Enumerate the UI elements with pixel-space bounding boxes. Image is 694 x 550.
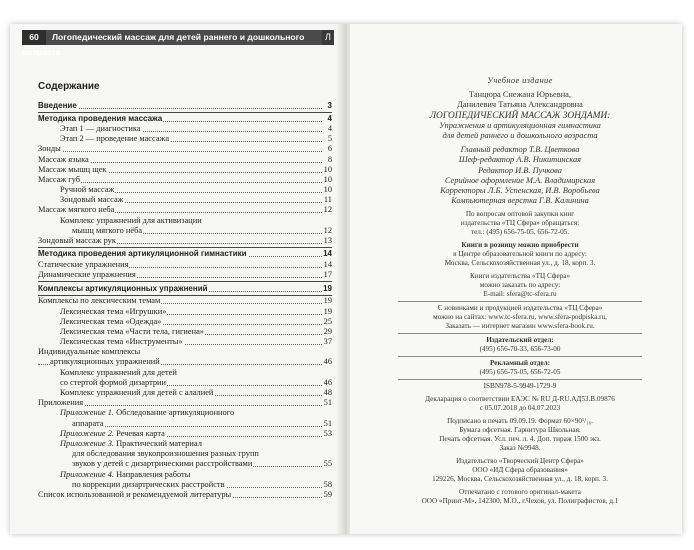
toc-entry: Список использованной и рекомендуемой литературы 59 [38, 489, 332, 499]
print-info: Печать офсетная. Усл. печ. л. 4. Доп. тираж 1500 экз. [439, 435, 601, 444]
isbn: ISBN978-5-9949-1729-9 [483, 382, 557, 391]
wholesale-line: тел.: (495) 656-75-05, 656-72-05. [470, 228, 570, 237]
toc-entry: Динамические упражнения 17 [38, 270, 332, 280]
toc-entry: Массаж губ 10 [38, 174, 332, 184]
subtitle-1: Упражнения и артикуляционная гимнастика [439, 120, 601, 130]
toc-entry: Введение 3 [38, 101, 332, 110]
toc-entry: Ручной массаж 10 [60, 185, 332, 195]
website-line: можно на сайтах: www.tc-sfera.ru, www.sfera-podpiska.ru, [433, 313, 607, 322]
staff-line: Корректоры Л.Б. Успенская, И.В. Воробьева [440, 185, 600, 195]
toc-entry: Приложение 2. Речевая карта 53 [60, 428, 332, 438]
right-page [350, 24, 682, 534]
print-info: Бумага офсетная. Гарнитура Школьная. [459, 426, 581, 435]
toc-entry: Приложения 51 [38, 398, 332, 408]
wholesale-line: издательства «ТЦ Сфера» обращаться: [460, 219, 580, 228]
toc-entry: Приложение 1. Обследование артикуляционного [60, 408, 235, 418]
subtitle-2: для детей раннего и дошкольного возраста [442, 130, 598, 140]
order-line: E-mail: sfera@tc-sfera.ru [483, 290, 557, 299]
toc-entry: Лексическая тема «Игрушки» 19 [60, 306, 332, 316]
staff-line: Редактор И.В. Пучкова [478, 165, 562, 175]
toc-entry: Этап 2 — проведение массажа 5 [60, 134, 332, 144]
staff-line: Шеф-редактор А.В. Никитинская [458, 155, 582, 165]
toc-entry: Лексическая тема «Инструменты» 37 [60, 337, 332, 347]
order-line: Книги издательства «ТЦ Сфера» [469, 272, 571, 281]
toc-entry: Комплекс упражнений для детей [60, 367, 177, 377]
book-title: ЛОГОПЕДИЧЕСКИЙ МАССАЖ ЗОНДАМИ: [429, 110, 611, 121]
printer-line: ООО «Принт-М», 142300, М.О., г.Чехов, ул. Полиграфистов, д.1 [421, 497, 619, 506]
wholesale-line: По вопросам оптовой закупки книг [465, 210, 575, 219]
toc-entry: Методика проведения массажа 4 [38, 113, 332, 123]
toc-heading: Содержание [38, 81, 100, 92]
toc-entry: артикуляционных упражнений 46 [38, 357, 332, 367]
imprint-line: Издательство «Творческий Центр Сфера» [456, 457, 584, 466]
declaration-1: Декларация о соответствии ЕАЭС № RU Д-RU.АД53.В.09876 [425, 395, 615, 404]
retail-line: в Центре образовательной книги по адресу: [453, 250, 587, 259]
toc-entry: по коррекции дизартрических расстройств 58 [72, 479, 332, 489]
table-of-contents [38, 101, 332, 500]
toc-entry: Зондовый массаж 11 [60, 195, 332, 205]
toc-entry: Зондовый массаж рук 13 [38, 236, 332, 246]
website-line: Заказать — интернет магазин www.sfera-book.ru. [445, 322, 595, 331]
publisher-dept-phone: (495) 656-70-33, 656-73-00 [479, 345, 561, 354]
author-2: Данилевич Татьяна Александровна [457, 100, 583, 110]
running-title: Логопедический массаж для детей раннего и дошкольного возраста [22, 32, 305, 57]
toc-entry: Индивидуальные комплексы [38, 347, 141, 357]
edition-type: Учебное издание [487, 76, 553, 85]
staff-line: Главный редактор Т.В. Цветкова [460, 145, 580, 155]
toc-entry: Приложение 3. Практический материал [60, 438, 202, 448]
imprint-line: 129226, Москва, Сельскохозяйственная ул., д. 18, корп. 3. [432, 475, 608, 484]
book-spread [10, 24, 682, 534]
ads-phone: (495) 656-75-05, 656-72-05 [479, 368, 561, 377]
publisher-dept-label: Издательский отдел: [486, 336, 554, 345]
toc-entry: Зонды 6 [38, 144, 332, 154]
order-line: можно заказать по адресу: [479, 281, 561, 290]
toc-entry: Массаж языка 8 [38, 154, 332, 164]
author-1: Танцюра Снежана Юрьевна, [468, 90, 571, 100]
toc-entry: Массаж мягкого неба 12 [38, 205, 332, 215]
page-number: 60 [22, 30, 46, 45]
header-mark: Л [322, 30, 334, 45]
toc-entry: Лексическая тема «Части тела, гигиена» 29 [60, 326, 332, 336]
toc-entry: Комплексы по лексическим темам 19 [38, 296, 332, 306]
toc-entry: со стертой формой дизартрии 46 [60, 377, 332, 387]
retail-line: Книги в розницу можно приобрести [461, 241, 579, 250]
toc-entry: для обследования звукопроизношения разных групп [72, 449, 259, 459]
staff-line: Серийное оформление М.А. Владимирская [444, 175, 596, 185]
staff-line: Компьютерная верстка Г.В. Калинина [451, 196, 589, 206]
toc-entry: звуков у детей с дизартрическими расстройствами 55 [72, 459, 332, 469]
toc-entry: Этап 1 — диагностика 4 [60, 123, 332, 133]
website-line: С новинками и продукцией издательства «ТЦ Сфера» [437, 304, 603, 313]
toc-entry: мышц мягкого нёба 12 [72, 225, 332, 235]
colophon [390, 76, 650, 506]
running-header [22, 30, 322, 57]
print-info: Заказ №9948. [499, 444, 541, 453]
toc-entry: Комплекс упражнений для детей с алалией 48 [60, 388, 332, 398]
toc-entry: Массаж мышц щек 10 [38, 164, 332, 174]
print-info: Подписано в печать 09.09.19. Формат 60×90¹/₁₆. [447, 417, 593, 426]
toc-entry: Комплексы артикуляционных упражнений 19 [38, 283, 332, 293]
toc-entry: Комплекс упражнений для активизации [60, 215, 202, 225]
declaration-2: с 05.07.2018 до 04.07.2023 [479, 404, 561, 413]
printer-line: Отпечатано с готового оригинал-макета [459, 488, 581, 497]
toc-entry: Методика проведения артикуляционной гимнастики 14 [38, 248, 332, 258]
toc-entry: Лексическая тема «Одежда» 25 [60, 316, 332, 326]
toc-entry: аппарата 51 [72, 418, 332, 428]
toc-entry: Статические упражнения 14 [38, 260, 332, 270]
toc-entry: Приложение 4. Направления работы [60, 469, 191, 479]
imprint-line: ООО «ИД Сфера образования» [472, 466, 568, 475]
left-page [10, 24, 342, 534]
ads-label: Рекламный отдел: [489, 359, 551, 368]
retail-line: Москва, Сельскохозяйственная ул., д. 18, корп. 3. [444, 259, 596, 268]
